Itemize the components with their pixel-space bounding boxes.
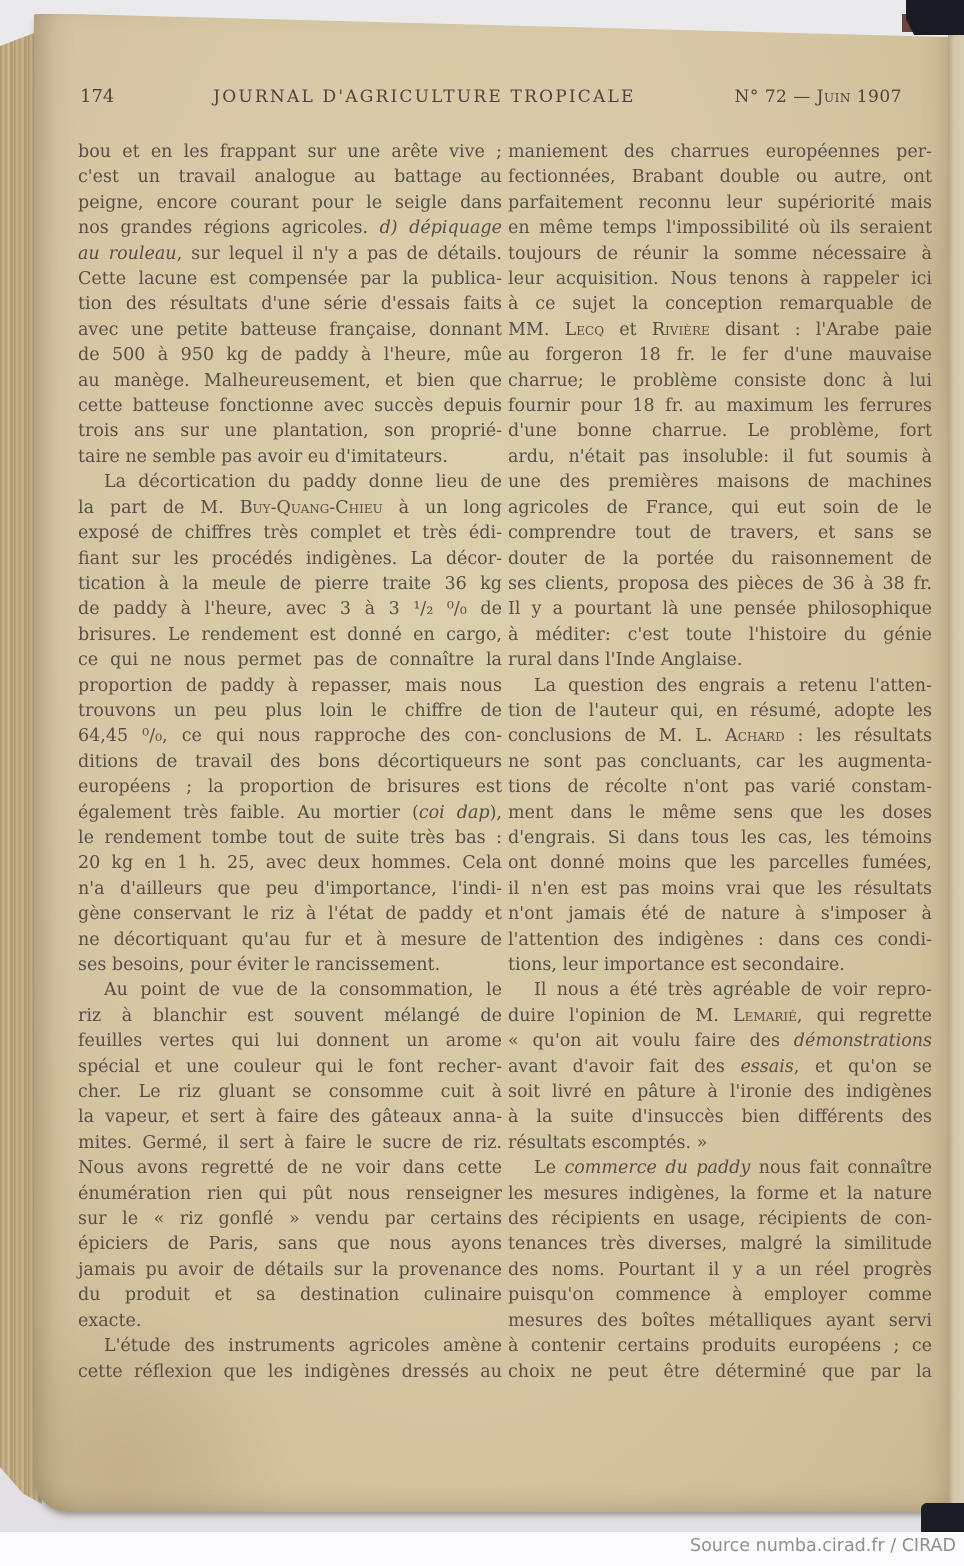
text-line: rural dans l'Inde Anglaise. xyxy=(508,650,743,671)
text-line: Nous avons regretté de ne voir dans cette xyxy=(78,1158,502,1179)
text-line: les mesures indigènes, la forme et la nature xyxy=(508,1183,932,1204)
text-line: mites. Germé, il sert à faire le sucre de riz. xyxy=(78,1132,502,1153)
text-line: c'est un travail analogue au battage au xyxy=(78,167,502,188)
text-line: charrue; le problème consiste donc à lui xyxy=(508,370,932,391)
text-line: résultats escomptés. » xyxy=(508,1132,708,1153)
scanned-page xyxy=(34,14,948,1512)
dark-corner-top-right xyxy=(906,0,964,35)
italic-term: démonstrations xyxy=(793,1031,932,1052)
text-line: toujours de réunir la somme nécessaire à xyxy=(508,243,932,264)
text-line: trouvons un peu plus loin le chiffre de xyxy=(78,700,502,721)
text-line: ment dans le même sens que les doses xyxy=(508,802,932,823)
text-line: épiciers de Paris, sans que nous ayons xyxy=(78,1234,502,1255)
text-line: ditions de travail des bons décortiqueurs xyxy=(78,751,502,772)
text-line: tion des résultats d'une série d'essais faits xyxy=(78,294,502,315)
text-line: duire l'opinion de M. Lemarié, qui regrette xyxy=(508,1005,932,1026)
text-line: énumération rien qui pût nous renseigner xyxy=(78,1183,502,1204)
text-line: La décortication du paddy donne lieu de xyxy=(104,472,502,493)
italic-term: au rouleau xyxy=(78,243,177,264)
text-line: leur acquisition. Nous tenons à rappeler ici xyxy=(508,269,932,290)
text-line: agricoles de France, qui eut soin de le xyxy=(508,497,932,518)
text-line: à méditer: c'est toute l'histoire du génie xyxy=(508,624,932,645)
text-line: en même temps l'impossibilité où ils seraient xyxy=(508,218,932,239)
small-caps-name: Lecq xyxy=(564,319,605,340)
text-line: cette réflexion que les indigènes dressés au xyxy=(78,1361,502,1382)
text-line: tion de l'auteur qui, en résumé, adopte les xyxy=(508,700,932,721)
text-line: également très faible. Au mortier (coi dap), xyxy=(78,802,502,823)
text-line: ses besoins, pour éviter le rancissement. xyxy=(78,955,441,975)
italic-term: commerce du paddy xyxy=(564,1158,751,1179)
text-line: l'attention des indigènes : dans ces condi- xyxy=(508,929,932,950)
text-line: Au point de vue de la consommation, le xyxy=(104,980,502,1001)
text-line: conclusions de M. L. Achard : les résultats xyxy=(508,726,932,747)
small-caps-name: Rivière xyxy=(651,319,710,340)
column-right xyxy=(508,140,932,1385)
text-line: il n'en est pas moins vrai que les résultats xyxy=(508,878,932,899)
italic-term: coi dap xyxy=(418,802,490,823)
text-line: européens ; la proportion de brisures est xyxy=(78,777,502,798)
text-line: parfaitement reconnu leur supériorité mais xyxy=(508,192,932,213)
text-line: MM. Lecq et Rivière disant : l'Arabe paie xyxy=(508,319,933,340)
text-line: n'ont jamais été de nature à s'imposer à xyxy=(508,904,932,925)
text-line: ne sont pas concluants, car les augmenta- xyxy=(508,751,932,772)
text-line: tication à la meule de pierre traite 36 kg xyxy=(78,573,502,594)
text-line: exacte. xyxy=(78,1310,142,1331)
text-line: du produit et sa destination culinaire xyxy=(78,1285,502,1306)
text-line: maniement des charrues européennes per- xyxy=(508,142,932,162)
text-line: peigne, encore courant pour le seigle dans xyxy=(78,192,502,213)
source-credit-text: Source numba.cirad.fr / CIRAD xyxy=(689,1536,956,1556)
small-caps-name: Juin 1907 xyxy=(816,87,902,107)
text-line: exposé de chiffres très complet et très édi- xyxy=(78,523,502,544)
text-line: gène conservant le riz à l'état de paddy et xyxy=(78,904,502,925)
text-line: jamais pu avoir de détails sur la provenance xyxy=(78,1259,502,1280)
page-number: 174 xyxy=(80,86,115,107)
text-line: nos grandes régions agricoles. d) dépiquage xyxy=(78,218,502,239)
text-line: avec une petite batteuse française, donnant xyxy=(78,319,502,340)
journal-title: JOURNAL D'AGRICULTURE TROPICALE xyxy=(213,87,636,107)
text-line: à contenir certains produits européens ; ce xyxy=(508,1336,932,1357)
watermark-bar xyxy=(0,1532,964,1566)
text-line: Cette lacune est compensée par la publica- xyxy=(78,269,502,290)
text-line: fiant sur les procédés indigènes. La décor- xyxy=(78,548,502,569)
text-line: d'une bonne charrue. Le problème, fort xyxy=(508,421,932,442)
small-caps-name: N° 72 — xyxy=(734,87,817,107)
text-line: des noms. Pourtant il y a un réel progrès xyxy=(508,1259,932,1280)
text-line: au forgeron 18 fr. le fer d'une mauvaise xyxy=(508,345,932,366)
text-line: Il y a pourtant là une pensée philosophique xyxy=(508,599,932,620)
text-line: soit livré en pâture à l'ironie des indigènes xyxy=(508,1082,932,1103)
text-line: tions, leur importance est secondaire. xyxy=(508,955,845,975)
text-line: à la suite d'insuccès bien différents des xyxy=(508,1107,932,1128)
text-line: choix ne peut être déterminé que par la xyxy=(508,1361,932,1382)
text-line: fectionnées, Brabant double ou autre, ont xyxy=(508,167,932,188)
text-line: Il nous a été très agréable de voir repro- xyxy=(534,980,932,1001)
text-line: cher. Le riz gluant se consomme cuit à xyxy=(78,1082,502,1103)
dark-corner-bottom-right xyxy=(921,1503,964,1532)
underlying-page-edge-right xyxy=(948,30,964,1504)
text-line: cette batteuse fonctionne avec succès depuis xyxy=(78,396,502,417)
text-line: la part de M. Buy-Quang-Chieu à un long xyxy=(78,497,502,518)
text-line: d'engrais. Si dans tous les cas, les témoins xyxy=(508,827,932,848)
text-line: ne décortiquant qu'au fur et à mesure de xyxy=(78,929,502,950)
page-header xyxy=(34,86,948,107)
text-line: 20 kg en 1 h. 25, avec deux hommes. Cela xyxy=(78,853,502,874)
text-line: au rouleau, sur lequel il n'y a pas de détails. xyxy=(78,243,502,264)
text-line: ses clients, proposa des pièces de 36 à 38 fr. xyxy=(508,573,932,594)
text-line: spécial et une couleur qui le font recher- xyxy=(78,1056,502,1077)
text-line: taire ne semble pas avoir eu d'imitateurs. xyxy=(78,446,448,467)
text-line: tions de récolte n'ont pas varié constam- xyxy=(508,777,932,798)
text-line: la vapeur, et sert à faire des gâteaux anna- xyxy=(78,1107,502,1128)
text-line: bou et en les frappant sur une arête vive ; xyxy=(78,142,502,162)
text-line: 64,45 ⁰/₀, ce qui nous rapproche des con- xyxy=(78,726,502,747)
italic-term: essais xyxy=(740,1056,794,1077)
text-line: brisures. Le rendement est donné en cargo, xyxy=(78,624,502,645)
text-line: proportion de paddy à repasser, mais nous xyxy=(78,675,502,696)
text-line: des récipients en usage, récipients de con- xyxy=(508,1209,932,1230)
text-line: puisqu'on commence à employer comme xyxy=(508,1285,932,1306)
text-line: ardu, n'était pas insoluble: il fut soumis à xyxy=(508,446,932,467)
small-caps-name: Lemarié xyxy=(733,1005,797,1026)
text-line: au manège. Malheureusement, et bien que xyxy=(78,370,502,391)
text-line: sur le « riz gonflé » vendu par certains xyxy=(78,1209,502,1230)
text-line: ont donné moins que les parcelles fumées, xyxy=(508,853,932,874)
text-line: le rendement tombe tout de suite très bas : xyxy=(78,827,502,848)
text-line: avant d'avoir fait des essais, et qu'on se xyxy=(508,1056,933,1077)
text-line: tenances très diverses, malgré la similitude xyxy=(508,1234,932,1255)
small-caps-name: Buy-Quang-Chieu xyxy=(239,497,383,518)
text-line: de 500 à 950 kg de paddy à l'heure, mûe xyxy=(78,345,502,366)
text-line: douter de la portée du raisonnement de xyxy=(508,548,932,569)
italic-term: d) dépiquage xyxy=(379,218,502,239)
text-line: ce qui ne nous permet pas de connaître la xyxy=(78,650,502,671)
text-line: « qu'on ait voulu faire des démonstrations xyxy=(508,1031,932,1052)
text-line: une des premières maisons de machines xyxy=(508,472,932,493)
text-line: Le commerce du paddy nous fait connaître xyxy=(534,1158,932,1179)
text-line: n'a d'ailleurs que peu d'importance, l'indi- xyxy=(78,878,502,899)
text-line: trois ans sur une plantation, son proprié- xyxy=(78,421,502,442)
text-line: fournir pour 18 fr. au maximum les ferrures xyxy=(508,396,932,417)
text-line: à ce sujet la conception remarquable de xyxy=(508,294,932,315)
text-line: riz à blanchir est souvent mélangé de xyxy=(78,1005,502,1026)
text-line: La question des engrais a retenu l'atten- xyxy=(534,675,932,696)
text-line: L'étude des instruments agricoles amène xyxy=(104,1336,502,1357)
column-left xyxy=(78,140,502,1385)
text-line: mesures des boîtes métalliques ayant servi xyxy=(508,1310,932,1331)
small-caps-name: Achard xyxy=(725,726,785,747)
text-line: de paddy à l'heure, avec 3 à 3 ¹/₂ ⁰/₀ de xyxy=(78,599,502,620)
text-line: comprendre tout de travers, et sans se xyxy=(508,523,932,544)
text-line: feuilles vertes qui lui donnent un arome xyxy=(78,1031,502,1052)
issue-label xyxy=(734,87,902,107)
